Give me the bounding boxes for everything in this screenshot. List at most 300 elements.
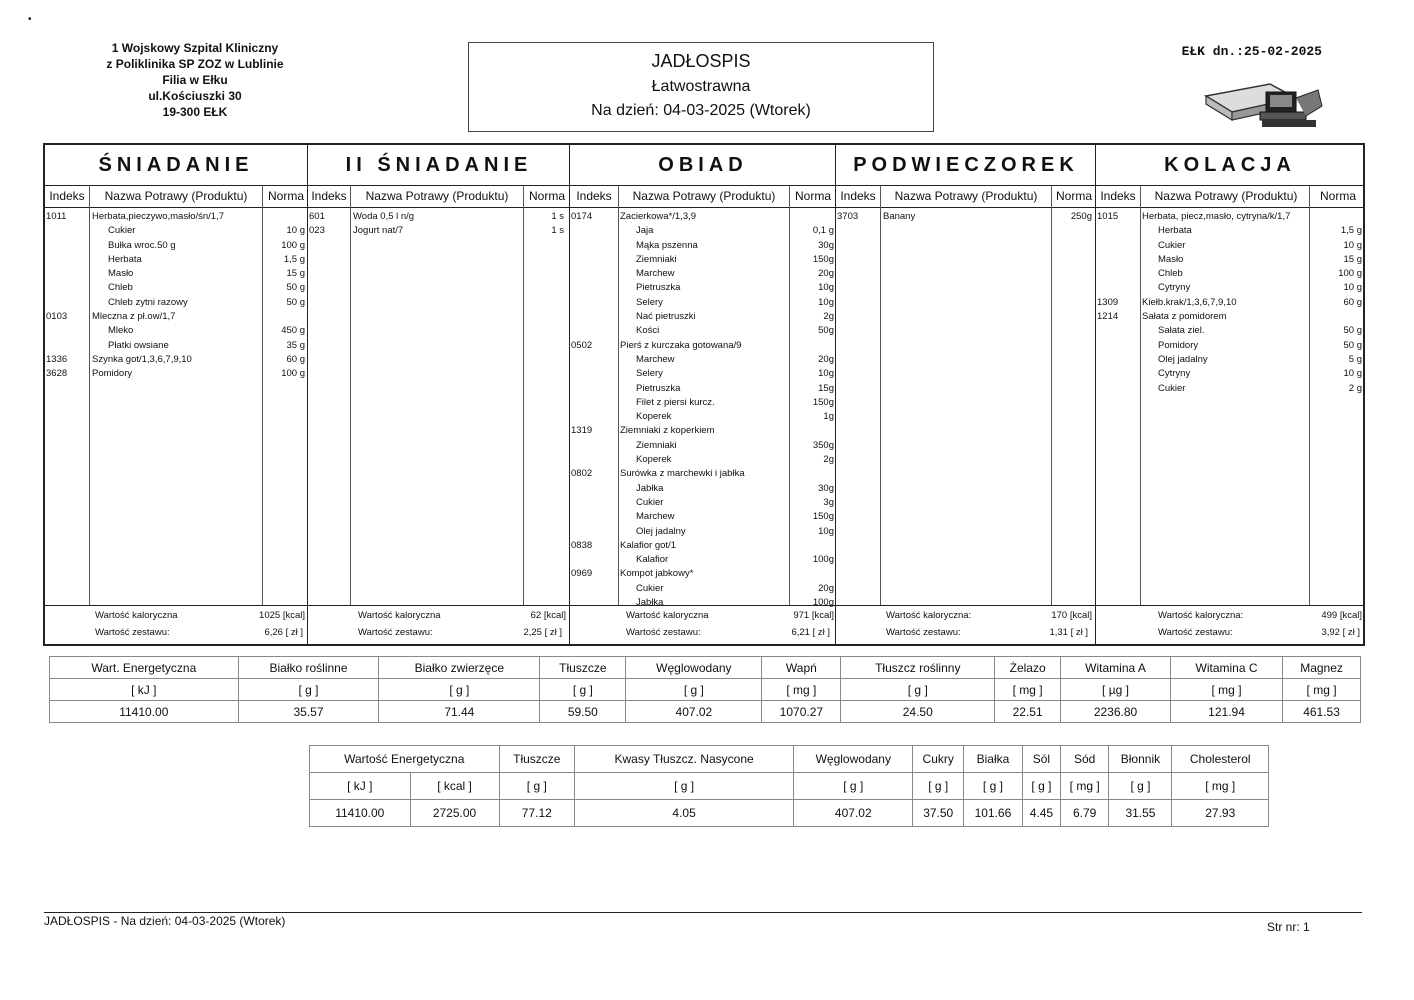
computer-book-image [1200,76,1330,132]
menu-item-row [570,454,836,468]
kcal-label: Wartość kaloryczna [626,610,709,621]
menu-item-row [570,526,836,540]
item-name: Jabłka [636,482,664,494]
menu-item-row [1096,268,1364,282]
item-norma: 2 g [1348,382,1362,394]
nutrition-unit: [ g ] [841,679,995,701]
item-name: Szynka got/1,3,6,7,9,10 [92,353,192,365]
menu-item-row [570,383,836,397]
meal-summary [308,605,570,644]
menu-item-row [570,511,836,525]
item-name: Jabłka [636,597,664,609]
item-name: Herbata [1158,225,1192,237]
menu-item-row [45,254,307,268]
header-norma: Norma [1055,189,1092,203]
header-index: Indeks [840,189,876,203]
nutrition2-header: Sól [1022,746,1060,773]
nutrition2-header: Węglowodany [794,746,913,773]
nutrition-label-table [309,745,1269,827]
item-name: Cytryny [1158,282,1191,294]
menu-item-row [570,354,836,368]
nutrition2-value: 37.50 [913,800,964,827]
hospital-line: ul.Kościuszki 30 [148,89,242,103]
item-name: Sałata ziel. [1158,325,1205,337]
nutrition-unit: [ g ] [379,679,540,701]
kcal-value: 499 [kcal] [1321,610,1362,621]
menu-item-row [570,311,836,325]
nutrition-value: 35.57 [238,701,379,723]
nutrition2-header: Kwasy Tłuszcz. Nasycone [575,746,794,773]
item-norma: 10g [818,368,834,380]
item-norma: 100 g [1338,268,1362,280]
item-norma: 1g [823,411,834,423]
header-index: Indeks [576,189,612,203]
menu-item-row [570,340,836,354]
price-label: Wartość zestawu: [358,627,433,638]
column-header [570,185,836,208]
item-norma: 10 g [1343,282,1362,294]
hospital-line: Filia w Ełku [162,73,228,87]
menu-item-row [570,568,836,582]
nutrition2-value: 407.02 [794,800,913,827]
item-norma: 60 g [1343,296,1362,308]
menu-item-row [570,483,836,497]
item-norma: 10 g [1343,239,1362,251]
item-index: 3703 [837,211,859,222]
item-name: Jaja [636,225,654,237]
item-norma: 20g [818,353,834,365]
nutrition-unit: [ g ] [238,679,379,701]
item-name: Cukier [1158,382,1186,394]
item-name: Kiełb.krak/1,3,6,7,9,10 [1142,296,1237,308]
item-name: Kości [636,325,660,337]
item-name: Pietruszka [636,382,681,394]
meal-summary [1096,605,1364,644]
menu-item-row [570,368,836,382]
nutrition-value: 1070.27 [762,701,841,723]
item-norma: 20g [818,268,834,280]
item-norma: 10 g [286,225,305,237]
menu-item-row [45,340,307,354]
kcal-value: 971 [kcal] [793,610,834,621]
item-norma: 3g [823,496,834,508]
kcal-label: Wartość kaloryczna: [1158,610,1244,621]
item-name: Pierś z kurczaka gotowana/9 [620,339,742,351]
item-name: Cytryny [1158,368,1191,380]
menu-item-row [1096,368,1364,382]
item-name: Kalafior [636,554,669,566]
issue-date: EŁK dn.:25-02-2025 [1181,44,1322,59]
item-index: 1011 [46,211,67,222]
nutrition-header: Białko roślinne [238,657,379,679]
item-name: Marchew [636,511,675,523]
item-norma: 50g [818,325,834,337]
page-title: JADŁOSPIS [651,51,751,71]
menu-item-row [308,211,570,225]
menu-item-row [308,225,570,239]
header-norma: Norma [1319,189,1356,203]
nutrition-unit: [ mg ] [1170,679,1282,701]
item-name: Marchew [636,268,675,280]
header-name: Nazwa Potrawy (Produktu) [104,189,248,203]
item-name: Ziemniaki [636,253,677,265]
item-index: 0838 [571,539,593,551]
nutrition2-header: Cukry [913,746,964,773]
item-name: Herbata,pieczywo,masło/śn/1,7 [92,211,225,222]
menu-item-row [1096,225,1364,239]
nutrition-value: 2236.80 [1061,701,1171,723]
header-name: Nazwa Potrawy (Produktu) [1154,189,1298,203]
item-index: 0502 [571,339,593,351]
nutrition-header: Witamina A [1061,657,1171,679]
item-norma: 10g [818,282,834,294]
hospital-line: 19-300 EŁK [162,105,228,119]
nutrition-header: Wapń [762,657,841,679]
item-name: Woda 0,5 l n/g [353,211,415,222]
menu-item-row [570,540,836,554]
menu-item-row [1096,240,1364,254]
nutrition-unit: [ µg ] [1061,679,1171,701]
nutrition2-value: 77.12 [499,800,575,827]
nutrition-header: Wart. Energetyczna [50,657,239,679]
item-norma: 0,1 g [812,225,834,237]
kcal-value: 1025 [kcal] [259,610,305,621]
item-norma: 20g [818,582,834,594]
header-index: Indeks [49,189,85,203]
item-name: Selery [636,368,663,380]
nutrition-unit: [ g ] [626,679,762,701]
nutrition-header: Tłuszcz roślinny [841,657,995,679]
item-name: Ziemniaki z koperkiem [620,425,715,437]
item-name: Ziemniaki [636,439,677,451]
item-name: Zacierkowa*/1,3,9 [620,211,697,222]
price-value: 1,31 [ zł ] [1049,627,1088,638]
item-name: Cukier [636,582,664,594]
item-name: Banany [883,211,916,222]
meal-title: KOLACJA [1096,145,1364,186]
nutrition2-value: 2725.00 [410,800,499,827]
nutrition2-unit-row [310,773,1269,800]
item-norma: 2g [823,454,834,466]
header-index: Indeks [1100,189,1136,203]
item-norma: 35 g [286,339,305,351]
item-name: Olej jadalny [1158,353,1208,365]
menu-item-row [570,411,836,425]
menu-item-row [45,268,307,282]
nutrition2-header: Sód [1060,746,1108,773]
item-norma: 60 g [286,353,305,365]
item-norma: 150g [812,253,834,265]
menu-item-row [1096,311,1364,325]
menu-item-row [45,354,307,368]
menu-item-row [1096,340,1364,354]
meal-column-kolacja [1095,145,1364,644]
item-norma: 150g [812,511,834,523]
nutrition-value: 24.50 [841,701,995,723]
item-name: Koperek [636,411,672,423]
item-index: 0103 [46,311,68,323]
item-norma: 30g [818,239,834,251]
menu-item-row [570,297,836,311]
price-value: 6,26 [ zł ] [264,627,303,638]
meal-summary [836,605,1096,644]
menu-item-row [45,297,307,311]
item-name: Płatki owsiane [108,339,169,351]
page-number: Str nr: 1 [1267,920,1310,934]
kcal-label: Wartość kaloryczna [358,610,441,621]
nutrition2-value: 27.93 [1172,800,1269,827]
column-header [308,185,570,208]
footer-divider [44,912,1362,913]
menu-item-row [1096,254,1364,268]
item-name: Herbata [108,253,142,265]
item-norma: 5 g [1348,353,1362,365]
item-norma: 100g [812,597,834,609]
nutrition2-unit: [ g ] [963,773,1022,800]
item-norma: 1,5 g [283,253,305,265]
meal-title: ŚNIADANIE [45,145,307,186]
nutrition-header-row [50,657,1361,679]
menu-item-row [1096,297,1364,311]
item-name: Mleczna z pł.ow/1,7 [92,311,176,323]
item-index: 1336 [46,353,68,365]
item-index: 023 [309,225,325,237]
menu-item-row [1096,325,1364,339]
menu-item-row [45,368,307,382]
nutrition2-unit: [ g ] [1109,773,1172,800]
nutrition-header: Tłuszcze [540,657,626,679]
meal-title: II ŚNIADANIE [308,145,570,186]
item-norma: 50 g [1343,325,1362,337]
item-name: Mleko [108,325,134,337]
item-name: Nać pietruszki [636,311,696,323]
item-norma: 1 s [551,225,564,237]
price-label: Wartość zestawu: [886,627,961,638]
item-name: Kompot jabkowy* [620,568,694,580]
menu-item-row [1096,282,1364,296]
nutrition-summary-table [49,656,1361,723]
nutrition-value: 407.02 [626,701,762,723]
nutrition-header: Magnez [1283,657,1361,679]
nutrition-unit: [ g ] [540,679,626,701]
nutrition-value: 71.44 [379,701,540,723]
hospital-line: z Poliklinika SP ZOZ w Lublinie [106,57,284,71]
item-name: Selery [636,296,663,308]
nutrition2-value: 11410.00 [310,800,411,827]
item-norma: 10g [818,525,834,537]
item-norma: 15 g [1343,253,1362,265]
item-norma: 250g [1070,211,1092,222]
meal-column-obiad [569,145,836,644]
nutrition-unit: [ mg ] [995,679,1061,701]
title-box [468,42,934,132]
meal-column-sniadanie [45,145,307,644]
item-index: 0969 [571,568,593,580]
menu-item-row [570,397,836,411]
item-norma: 100 g [281,239,305,251]
item-index: 601 [309,211,325,222]
item-name: Pietruszka [636,282,681,294]
meal-rows [1096,211,1364,397]
menu-item-row [570,282,836,296]
menu-item-row [45,225,307,239]
diet-name: Łatwostrawna [651,78,751,95]
menu-item-row [45,311,307,325]
kcal-value: 170 [kcal] [1051,610,1092,621]
item-name: Filet z piersi kurcz. [636,396,715,408]
column-header [45,185,307,208]
nutrition-unit: [ mg ] [762,679,841,701]
nutrition2-unit: [ g ] [794,773,913,800]
item-index: 1214 [1097,311,1119,323]
nutrition2-unit: [ kJ ] [310,773,411,800]
hospital-line: 1 Wojskowy Szpital Kliniczny [111,41,279,55]
item-norma: 30g [818,482,834,494]
menu-item-row [836,211,1096,225]
nutrition-unit: [ mg ] [1283,679,1361,701]
nutrition-header: Witamina C [1170,657,1282,679]
item-norma: 10 g [1343,368,1362,380]
item-name: Cukier [636,496,664,508]
meal-summary [570,605,836,644]
item-index: 1319 [571,425,593,437]
item-index: 0174 [571,211,593,222]
nutrition2-header: Błonnik [1109,746,1172,773]
price-label: Wartość zestawu: [1158,627,1233,638]
kcal-label: Wartość kaloryczna [95,610,178,621]
nutrition2-unit: [ mg ] [1172,773,1269,800]
item-name: Pomidory [92,368,133,380]
menu-date: Na dzień: 04-03-2025 (Wtorek) [591,102,811,119]
menu-item-row [570,240,836,254]
nutrition-value-row [50,701,1361,723]
nutrition2-header: Cholesterol [1172,746,1269,773]
menu-item-row [570,211,836,225]
item-norma: 1 s [551,211,564,222]
header-norma: Norma [794,189,831,203]
nutrition2-header: Tłuszcze [499,746,575,773]
nutrition2-unit: [ g ] [575,773,794,800]
item-norma: 50 g [286,282,305,294]
nutrition2-header-row [310,746,1269,773]
item-norma: 100g [812,554,834,566]
nutrition2-unit: [ g ] [913,773,964,800]
header-norma: Norma [528,189,565,203]
item-norma: 1,5 g [1340,225,1362,237]
item-index: 3628 [46,368,68,380]
item-norma: 15 g [286,268,305,280]
nutrition-header: Białko zwierzęce [379,657,540,679]
item-name: Herbata, piecz,masło, cytryna/k/1,7 [1142,211,1291,222]
item-norma: 100 g [281,368,305,380]
item-name: Cukier [1158,239,1186,251]
meal-rows [570,211,836,611]
menu-item-row [570,325,836,339]
item-norma: 10g [818,296,834,308]
menu-item-row [570,225,836,239]
nutrition2-header: Białka [963,746,1022,773]
item-name: Masło [1158,253,1184,265]
menu-item-row [570,468,836,482]
item-norma: 2g [823,311,834,323]
nutrition2-unit: [ kcal ] [410,773,499,800]
nutrition2-value: 4.45 [1022,800,1060,827]
nutrition-value: 121.94 [1170,701,1282,723]
scan-dot: • [28,14,32,25]
price-value: 6,21 [ zł ] [791,627,830,638]
nutrition2-value: 6.79 [1060,800,1108,827]
menu-item-row [570,425,836,439]
column-header [1096,185,1364,208]
item-name: Olej jadalny [636,525,686,537]
nutrition-value: 11410.00 [50,701,239,723]
nutrition-value: 59.50 [540,701,626,723]
item-name: Koperek [636,454,672,466]
header-index: Indeks [311,189,347,203]
meal-summary [45,605,307,644]
menu-item-row [45,282,307,296]
menu-item-row [570,254,836,268]
menu-item-row [1096,211,1364,225]
meals-table [43,143,1365,646]
nutrition-value: 22.51 [995,701,1061,723]
item-name: Chleb [1158,268,1183,280]
nutrition-header: Żelazo [995,657,1061,679]
menu-item-row [45,211,307,225]
item-norma: 15g [818,382,834,394]
item-name: Pomidory [1158,339,1199,351]
menu-item-row [1096,383,1364,397]
item-norma: 50 g [1343,339,1362,351]
menu-item-row [570,497,836,511]
menu-item-row [570,268,836,282]
item-name: Chleb [108,282,133,294]
price-value: 3,92 [ zł ] [1321,627,1360,638]
energy-header: Wartość Energetyczna [310,746,500,773]
meal-column-ii-sniadanie [307,145,570,644]
footer-text: JADŁOSPIS - Na dzień: 04-03-2025 (Wtorek) [44,914,286,928]
nutrition2-unit: [ mg ] [1060,773,1108,800]
nutrition2-value: 31.55 [1109,800,1172,827]
item-name: Bułka wroc.50 g [108,239,176,251]
hospital-address [60,40,330,120]
price-label: Wartość zestawu: [626,627,701,638]
item-index: 1015 [1097,211,1119,222]
header-name: Nazwa Potrawy (Produktu) [365,189,509,203]
nutrition-unit-row [50,679,1361,701]
nutrition2-value: 4.05 [575,800,794,827]
price-value: 2,25 [ zł ] [523,627,562,638]
kcal-label: Wartość kaloryczna: [886,610,972,621]
meal-title: OBIAD [570,145,836,186]
item-norma: 350g [812,439,834,451]
nutrition2-value-row [310,800,1269,827]
item-name: Jogurt nat/7 [353,225,404,237]
menu-item-row [45,240,307,254]
column-header [836,185,1096,208]
nutrition2-unit: [ g ] [1022,773,1060,800]
nutrition-value: 461.53 [1283,701,1361,723]
item-name: Mąka pszenna [636,239,698,251]
item-norma: 50 g [286,296,305,308]
item-name: Surówka z marchewki i jabłka [620,468,745,480]
item-norma: 150g [812,396,834,408]
nutrition2-unit: [ g ] [499,773,575,800]
meal-column-podwieczorek [835,145,1096,644]
item-name: Sałata z pomidorem [1142,311,1227,323]
price-label: Wartość zestawu: [95,627,170,638]
header-norma: Norma [267,189,304,203]
